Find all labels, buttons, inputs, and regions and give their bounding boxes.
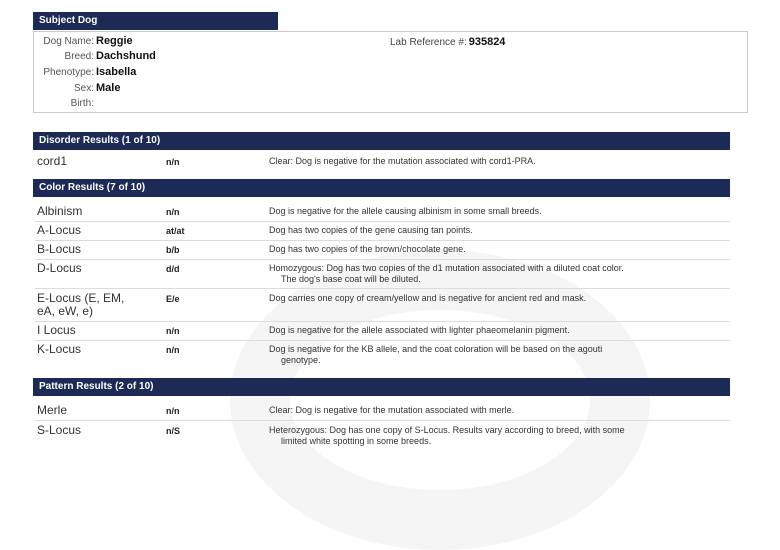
result-description bbox=[269, 263, 729, 285]
field-value: Isabella bbox=[96, 66, 137, 78]
disorder-results-header: Disorder Results (1 of 10) bbox=[33, 132, 730, 150]
lab-reference-value: 935824 bbox=[468, 36, 506, 48]
row-divider bbox=[35, 221, 730, 222]
genotype: n/n bbox=[166, 326, 180, 336]
desc-line-continued: genotype. bbox=[281, 355, 321, 365]
desc-line: Heterozygous: Dog has one copy of S-Locus. Results vary according to breed, with some bbox=[269, 425, 625, 435]
field-value: Male bbox=[96, 82, 121, 94]
genotype: at/at bbox=[166, 226, 185, 236]
field-birth bbox=[36, 97, 96, 109]
pattern-results-header: Pattern Results (2 of 10) bbox=[33, 378, 730, 396]
result-description bbox=[269, 344, 729, 366]
result-description bbox=[269, 425, 729, 447]
genotype: n/S bbox=[166, 426, 181, 436]
locus-name: K-Locus bbox=[37, 342, 82, 356]
locus-name: Merle bbox=[37, 403, 68, 417]
desc-line: Dog is negative for the allele causing albinism in some small breeds. bbox=[269, 206, 542, 216]
locus-name: D-Locus bbox=[37, 261, 82, 275]
field-label: Birth: bbox=[70, 98, 94, 109]
field-phenotype bbox=[36, 66, 136, 78]
row-divider bbox=[35, 321, 730, 322]
locus-name: I Locus bbox=[37, 323, 76, 337]
locus-name: cord1 bbox=[37, 154, 68, 168]
row-divider bbox=[35, 259, 730, 260]
genotype: b/b bbox=[166, 245, 180, 255]
locus-name: Albinism bbox=[37, 204, 83, 218]
field-breed bbox=[36, 50, 156, 62]
result-description bbox=[269, 244, 729, 255]
row-divider bbox=[35, 420, 730, 421]
genotype: n/n bbox=[166, 345, 180, 355]
locus-name: E-Locus (E, EM, eA, eW, e) bbox=[37, 291, 125, 318]
result-description bbox=[269, 325, 729, 336]
field-sex bbox=[36, 82, 120, 94]
color-results-header: Color Results (7 of 10) bbox=[33, 179, 730, 197]
desc-line: Dog has two copies of the gene causing tan points. bbox=[269, 225, 473, 235]
field-value: Dachshund bbox=[96, 50, 156, 62]
desc-line: Dog is negative for the KB allele, and the coat coloration will be based on the agouti bbox=[269, 344, 603, 354]
desc-line: Clear: Dog is negative for the mutation associated with merle. bbox=[269, 405, 515, 415]
subject-dog-header: Subject Dog bbox=[33, 12, 278, 30]
result-description bbox=[269, 206, 729, 217]
locus-name: B-Locus bbox=[37, 242, 82, 256]
desc-line: Dog is negative for the allele associated with lighter phaeomelanin pigment. bbox=[269, 325, 570, 335]
field-label: Sex: bbox=[73, 83, 94, 94]
field-value: Reggie bbox=[96, 35, 133, 47]
lab-reference bbox=[390, 36, 505, 48]
result-description bbox=[269, 225, 729, 236]
desc-line: Dog has two copies of the brown/chocolate gene. bbox=[269, 244, 466, 254]
field-dog-name bbox=[36, 35, 133, 47]
result-description bbox=[269, 293, 729, 304]
field-label: Phenotype: bbox=[43, 67, 94, 78]
result-description bbox=[269, 405, 729, 416]
table-row bbox=[35, 155, 730, 173]
result-description bbox=[269, 156, 729, 167]
desc-line-continued: limited white spotting in some breeds. bbox=[281, 436, 432, 446]
field-label: Breed: bbox=[64, 51, 94, 62]
desc-line: Clear: Dog is negative for the mutation associated with cord1-PRA. bbox=[269, 156, 536, 166]
genotype: d/d bbox=[166, 264, 180, 274]
genotype: n/n bbox=[166, 207, 180, 217]
desc-line-continued: The dog's base coat will be diluted. bbox=[281, 274, 421, 284]
locus-name: S-Locus bbox=[37, 423, 82, 437]
field-label: Dog Name: bbox=[43, 36, 94, 47]
desc-line: Dog carries one copy of cream/yellow and is negative for ancient red and mask. bbox=[269, 293, 587, 303]
genotype: n/n bbox=[166, 157, 180, 167]
locus-name: A-Locus bbox=[37, 223, 82, 237]
lab-reference-label: Lab Reference #: bbox=[390, 37, 467, 48]
genotype: E/e bbox=[166, 294, 180, 304]
row-divider bbox=[35, 240, 730, 241]
genotype: n/n bbox=[166, 406, 180, 416]
row-divider bbox=[35, 288, 730, 289]
row-divider bbox=[35, 340, 730, 341]
desc-line: Homozygous: Dog has two copies of the d1 mutation associated with a diluted coat color. bbox=[269, 263, 624, 273]
